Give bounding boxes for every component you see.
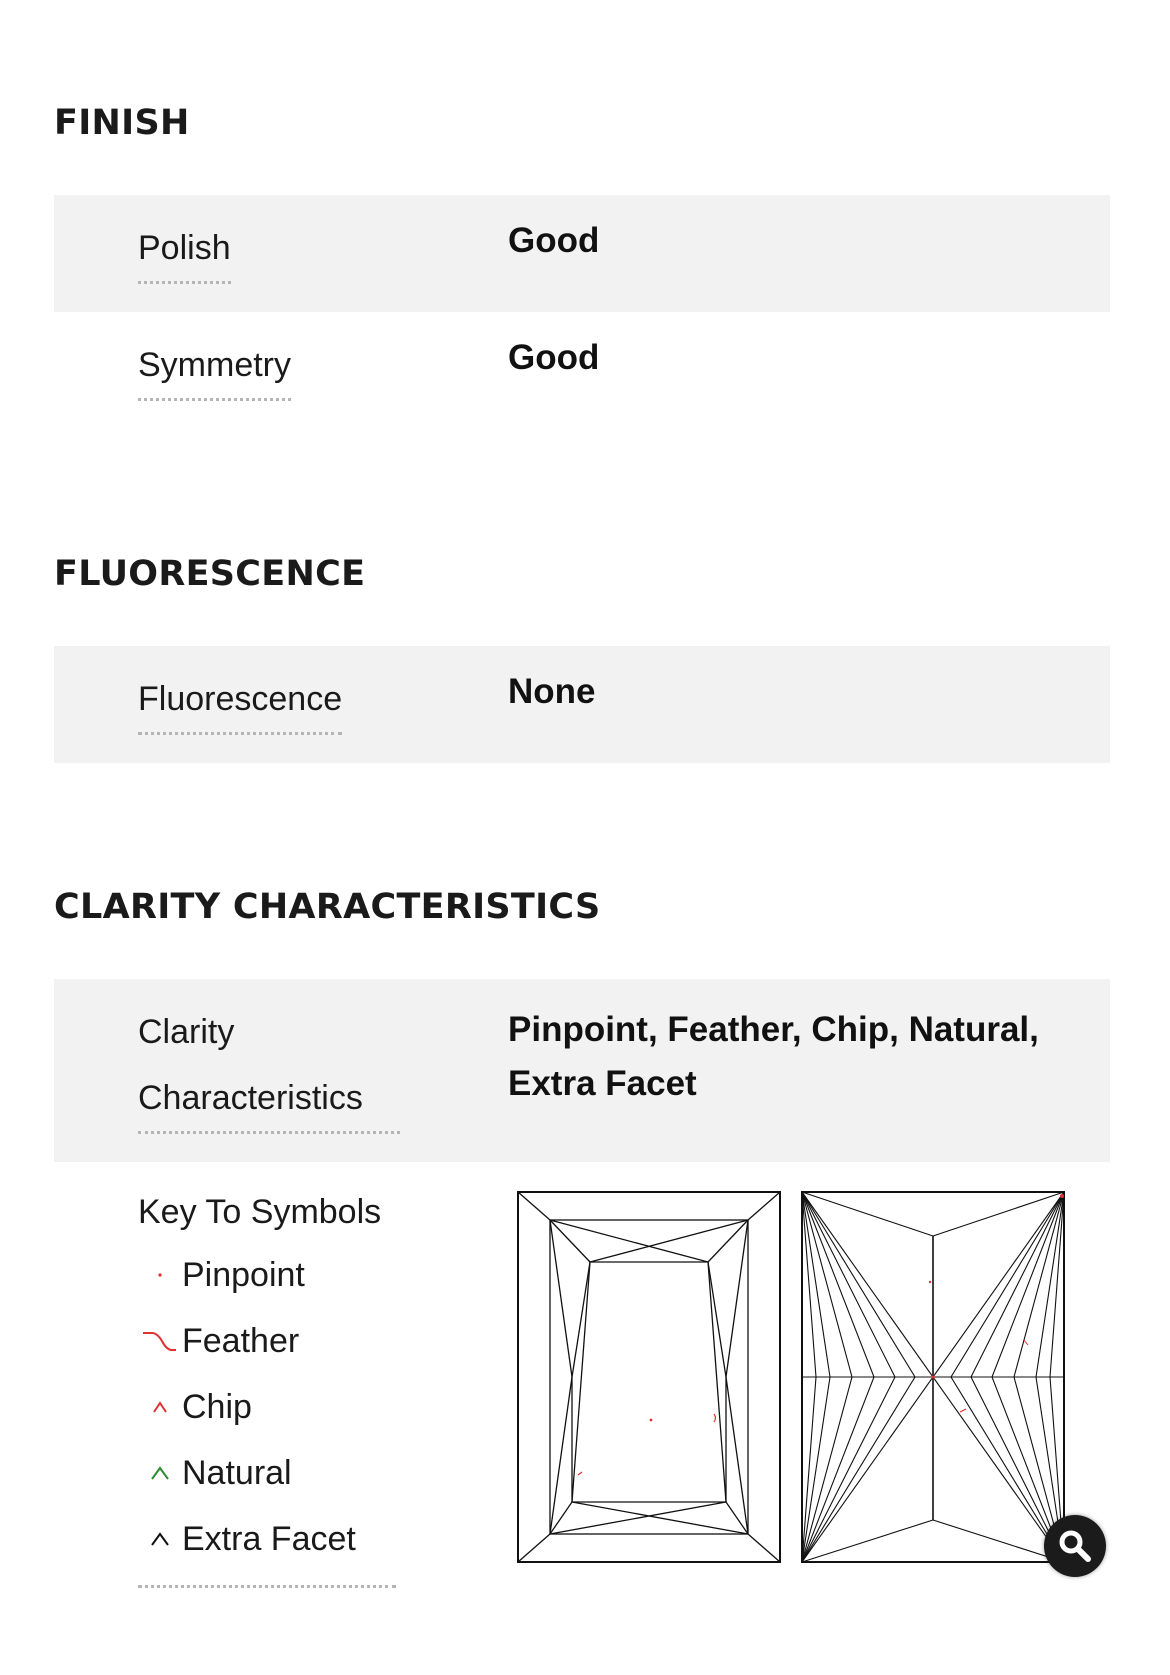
- chip-symbol-icon: [138, 1387, 182, 1427]
- clarity-value-line2: Extra Facet: [508, 1064, 697, 1103]
- chip-mark: [578, 1472, 582, 1475]
- key-item-extra-facet: [138, 1506, 356, 1572]
- key-label-natural: Natural: [182, 1453, 292, 1492]
- feather-mark: [714, 1414, 716, 1422]
- symmetry-label[interactable]: Symmetry: [138, 332, 291, 401]
- clarity-characteristics-value: [508, 1003, 1039, 1111]
- pinpoint-symbol-icon: [138, 1255, 182, 1295]
- key-to-symbols-title: Key To Symbols: [138, 1193, 382, 1231]
- key-to-symbols[interactable]: [138, 1185, 396, 1588]
- pinpoint-mark: [931, 1375, 934, 1378]
- zoom-button[interactable]: [1044, 1515, 1106, 1577]
- polish-row: [54, 195, 1110, 312]
- polish-value: Good: [508, 221, 600, 260]
- fluorescence-value: None: [508, 672, 596, 711]
- pinpoint-mark: [929, 1281, 931, 1283]
- clarity-label-line1: Clarity: [138, 1013, 235, 1051]
- chip-mark: [1024, 1340, 1028, 1345]
- extra-facet-symbol-icon: [138, 1519, 182, 1559]
- magnifier-icon: [1044, 1515, 1106, 1577]
- clarity-characteristics-label[interactable]: [138, 999, 400, 1134]
- key-item-feather: [138, 1308, 299, 1374]
- symmetry-value: Good: [508, 338, 600, 377]
- pinpoint-mark: [1060, 1194, 1064, 1198]
- key-label-extra-facet: Extra Facet: [182, 1519, 356, 1558]
- fluorescence-heading: FLUORESCENCE: [54, 554, 366, 594]
- fluorescence-label[interactable]: Fluorescence: [138, 666, 342, 735]
- clarity-heading: CLARITY CHARACTERISTICS: [54, 887, 601, 927]
- clarity-label-line2: Characteristics: [138, 1079, 363, 1117]
- key-item-pinpoint: [138, 1242, 305, 1308]
- symmetry-row: [54, 312, 1110, 429]
- key-label-chip: Chip: [182, 1387, 252, 1426]
- pinpoint-mark: [650, 1419, 653, 1422]
- feather-symbol-icon: [138, 1321, 182, 1361]
- key-item-natural: [138, 1440, 292, 1506]
- crown-facet-lines: [518, 1192, 780, 1562]
- key-label-pinpoint: Pinpoint: [182, 1255, 305, 1294]
- feather-mark: [960, 1409, 966, 1412]
- polish-label[interactable]: Polish: [138, 215, 231, 284]
- key-item-chip: [138, 1374, 252, 1440]
- fluorescence-row: [54, 646, 1110, 763]
- clarity-characteristics-row: [54, 979, 1110, 1162]
- natural-symbol-icon: [138, 1453, 182, 1493]
- finish-heading: FINISH: [54, 103, 190, 143]
- crown-inclusion-marks: [578, 1414, 716, 1475]
- crown-view-diagram[interactable]: [516, 1190, 784, 1566]
- clarity-value-line1: Pinpoint, Feather, Chip, Natural,: [508, 1010, 1039, 1049]
- pavilion-view-diagram[interactable]: [800, 1190, 1068, 1566]
- key-label-feather: Feather: [182, 1321, 300, 1360]
